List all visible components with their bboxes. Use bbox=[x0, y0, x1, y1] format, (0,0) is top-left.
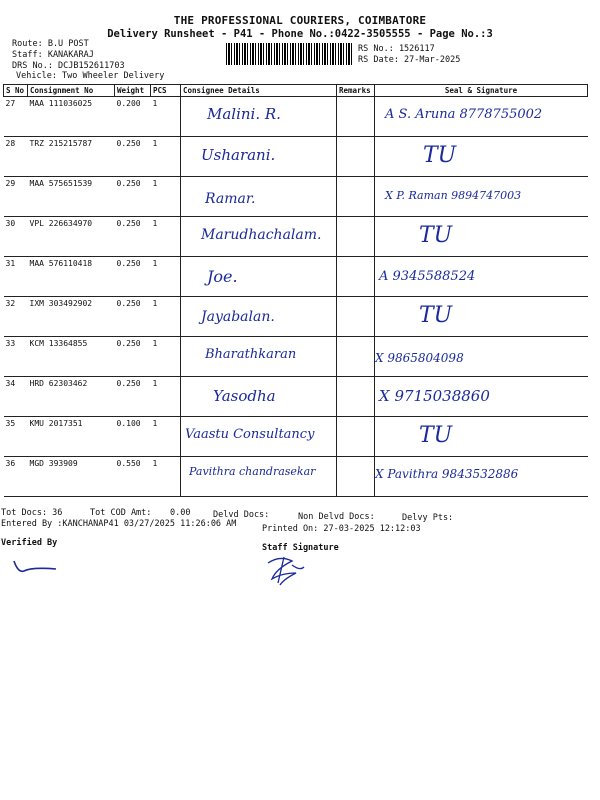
table-row bbox=[4, 337, 588, 377]
printed-on: Printed On: 27-03-2025 12:12:03 bbox=[262, 524, 421, 534]
row-signature: A 9345588524 bbox=[379, 269, 476, 284]
row-signature: TU bbox=[419, 303, 453, 328]
row-weight: 0.550 bbox=[115, 457, 151, 497]
vehicle-label: Vehicle: Two Wheeler Delivery bbox=[16, 71, 165, 81]
row-pcs: 1 bbox=[151, 297, 181, 337]
table-row bbox=[4, 217, 588, 257]
row-sno: 33 bbox=[4, 337, 28, 377]
row-signature-cell bbox=[375, 97, 588, 137]
row-consignment: KCM 13364855 bbox=[28, 337, 115, 377]
route-label: Route: B.U POST bbox=[12, 39, 89, 49]
row-pcs: 1 bbox=[151, 377, 181, 417]
table-row bbox=[4, 377, 588, 417]
row-consignee: Bharathkaran bbox=[205, 347, 297, 362]
row-consignment: MGD 393909 bbox=[28, 457, 115, 497]
row-sno: 34 bbox=[4, 377, 28, 417]
non-delivered-docs: Non Delvd Docs: bbox=[298, 512, 375, 522]
row-sno: 32 bbox=[4, 297, 28, 337]
row-sno: 36 bbox=[4, 457, 28, 497]
table-row bbox=[4, 417, 588, 457]
row-consignment: VPL 226634970 bbox=[28, 217, 115, 257]
row-consignee-cell bbox=[181, 337, 337, 377]
row-pcs: 1 bbox=[151, 177, 181, 217]
row-remarks bbox=[337, 257, 375, 297]
staff-signature-label: Staff Signature bbox=[262, 543, 339, 553]
row-consignment: HRD 62303462 bbox=[28, 377, 115, 417]
row-consignee: Joe. bbox=[207, 267, 238, 286]
row-consignee-cell bbox=[181, 417, 337, 457]
row-consignment: MAA 576110418 bbox=[28, 257, 115, 297]
row-consignment: TRZ 215215787 bbox=[28, 137, 115, 177]
row-remarks bbox=[337, 217, 375, 257]
row-consignee: Ramar. bbox=[205, 191, 256, 207]
row-weight: 0.250 bbox=[115, 337, 151, 377]
row-remarks bbox=[337, 137, 375, 177]
col-header-consignment: Consignment No bbox=[28, 85, 115, 97]
row-weight: 0.250 bbox=[115, 257, 151, 297]
row-remarks bbox=[337, 97, 375, 137]
row-consignee: Yasodha bbox=[213, 387, 276, 405]
delivery-points: Delvy Pts: bbox=[402, 513, 454, 523]
row-signature: TU bbox=[423, 143, 457, 168]
table-row bbox=[4, 137, 588, 177]
row-consignee: Malini. R. bbox=[207, 105, 281, 123]
row-signature-cell bbox=[375, 217, 588, 257]
col-header-weight: Weight bbox=[115, 85, 151, 97]
row-remarks bbox=[337, 337, 375, 377]
table-row bbox=[4, 297, 588, 337]
row-weight: 0.250 bbox=[115, 297, 151, 337]
row-signature-cell bbox=[375, 297, 588, 337]
row-sno: 30 bbox=[4, 217, 28, 257]
row-sno: 27 bbox=[4, 97, 28, 137]
company-title: THE PROFESSIONAL COURIERS, COIMBATORE bbox=[173, 14, 427, 27]
row-weight: 0.250 bbox=[115, 177, 151, 217]
row-consignee-cell bbox=[181, 97, 337, 137]
runsheet-subtitle: Delivery Runsheet - P41 - Phone No.:0422-3505555 - Page No.:3 bbox=[107, 28, 493, 40]
row-pcs: 1 bbox=[151, 257, 181, 297]
row-remarks bbox=[337, 297, 375, 337]
row-signature-cell bbox=[375, 417, 588, 457]
row-consignee-cell bbox=[181, 297, 337, 337]
col-header-sno: S No bbox=[4, 85, 28, 97]
row-weight: 0.250 bbox=[115, 217, 151, 257]
row-remarks bbox=[337, 177, 375, 217]
row-consignee: Pavithra chandrasekar bbox=[189, 465, 316, 478]
table-row bbox=[4, 257, 588, 297]
total-docs: Tot Docs: 36 bbox=[1, 508, 63, 518]
row-consignee: Jayabalan. bbox=[201, 309, 275, 325]
row-pcs: 1 bbox=[151, 97, 181, 137]
row-sno: 29 bbox=[4, 177, 28, 217]
row-consignee-cell bbox=[181, 177, 337, 217]
row-pcs: 1 bbox=[151, 217, 181, 257]
row-signature-cell bbox=[375, 337, 588, 377]
row-signature: X P. Raman 9894747003 bbox=[385, 189, 522, 202]
runsheet-table bbox=[3, 84, 588, 497]
row-consignee-cell bbox=[181, 257, 337, 297]
row-consignment: IXM 303492902 bbox=[28, 297, 115, 337]
table-row bbox=[4, 177, 588, 217]
row-signature: X 9865804098 bbox=[375, 351, 464, 365]
row-pcs: 1 bbox=[151, 417, 181, 457]
row-remarks bbox=[337, 457, 375, 497]
col-header-remarks: Remarks bbox=[337, 85, 375, 97]
col-header-consignee: Consignee Details bbox=[181, 85, 337, 97]
row-consignee: Usharani. bbox=[201, 146, 276, 164]
row-sno: 28 bbox=[4, 137, 28, 177]
row-consignment: KMU 2017351 bbox=[28, 417, 115, 457]
rs-number: RS No.: 1526117 bbox=[358, 44, 435, 54]
row-consignment: MAA 575651539 bbox=[28, 177, 115, 217]
row-sno: 31 bbox=[4, 257, 28, 297]
total-cod-label: Tot COD Amt: bbox=[90, 508, 152, 518]
row-pcs: 1 bbox=[151, 457, 181, 497]
row-pcs: 1 bbox=[151, 137, 181, 177]
col-header-signature: Seal & Signature bbox=[375, 85, 588, 97]
row-consignee-cell bbox=[181, 457, 337, 497]
row-signature: TU bbox=[419, 223, 453, 248]
row-consignee-cell bbox=[181, 217, 337, 257]
row-signature-cell bbox=[375, 457, 588, 497]
col-header-pcs: PCS bbox=[151, 85, 181, 97]
verifier-signature-mark bbox=[10, 555, 70, 580]
row-signature-cell bbox=[375, 377, 588, 417]
entered-by: Entered By :KANCHANAP41 03/27/2025 11:26:06 AM bbox=[1, 519, 237, 529]
barcode bbox=[226, 43, 354, 65]
row-remarks bbox=[337, 417, 375, 457]
row-pcs: 1 bbox=[151, 337, 181, 377]
verified-by-label: Verified By bbox=[1, 538, 58, 548]
rs-date: RS Date: 27-Mar-2025 bbox=[358, 55, 461, 65]
row-consignment: MAA 111036025 bbox=[28, 97, 115, 137]
drs-number: DRS No.: DCJB152611703 bbox=[12, 61, 125, 71]
row-remarks bbox=[337, 377, 375, 417]
row-signature-cell bbox=[375, 177, 588, 217]
row-weight: 0.250 bbox=[115, 137, 151, 177]
row-weight: 0.200 bbox=[115, 97, 151, 137]
row-signature-cell bbox=[375, 257, 588, 297]
row-consignee-cell bbox=[181, 377, 337, 417]
row-signature: A S. Aruna 8778755002 bbox=[385, 107, 543, 122]
table-header-row bbox=[4, 85, 588, 97]
row-signature-cell bbox=[375, 137, 588, 177]
row-consignee-cell bbox=[181, 137, 337, 177]
delivered-docs: Delvd Docs: bbox=[213, 510, 270, 520]
row-signature: X 9715038860 bbox=[379, 387, 490, 405]
row-weight: 0.100 bbox=[115, 417, 151, 457]
row-sno: 35 bbox=[4, 417, 28, 457]
row-consignee: Vaastu Consultancy bbox=[185, 427, 315, 442]
total-cod-amount: 0.00 bbox=[170, 508, 191, 518]
staff-signature-mark bbox=[262, 553, 310, 589]
table-row bbox=[4, 457, 588, 497]
table-row bbox=[4, 97, 588, 137]
row-consignee: Marudhachalam. bbox=[201, 227, 322, 243]
row-signature: TU bbox=[419, 423, 453, 448]
row-weight: 0.250 bbox=[115, 377, 151, 417]
row-signature: X Pavithra 9843532886 bbox=[375, 467, 519, 481]
staff-label: Staff: KANAKARAJ bbox=[12, 50, 94, 60]
